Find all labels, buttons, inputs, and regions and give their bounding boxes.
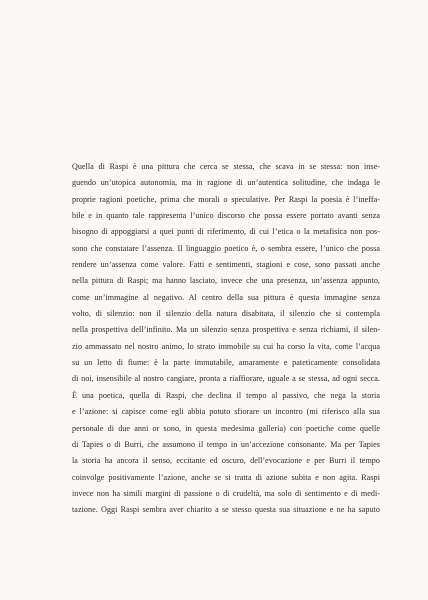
text-line: nella pittura di Raspi; ma hanno lasciato, invece che una presenza, un’assenza appunto, — [72, 276, 380, 286]
text-line: bile e in quanto tale rappresenta l’unico discorso che possa essere portato avanti senza — [72, 211, 380, 221]
text-line: È una poetica, quella di Raspi, che declina il tempo al passivo, che nega la storia — [72, 390, 380, 400]
text-line: di noi, insensibile al nostro cangiare, pronta a riaffiorare, uguale a se stessa, ad ogni secca. — [72, 374, 380, 384]
text-line: nella prospettiva dell’infinito. Ma un silenzio senza prospettiva e senza richiami, il silen- — [72, 325, 380, 335]
text-line: invece non ha simili margini di passione o di crudeltà, ma solo di sentimento e di medi- — [72, 488, 380, 498]
text-line: Quella di Raspi è una pittura che cerca se stessa, che scava in se stessa: non inse- — [72, 162, 380, 171]
text-line: volto, di silenzio: non il silenzio della natura disabitata, il silenzio che si contempla — [72, 309, 380, 319]
text-line: rendere un’assenza come valore. Fatti e sentimenti, stagioni e cose, sono passati anche — [72, 260, 380, 270]
text-line: tazione. Oggi Raspi sembra aver chiarito a se stesso questa sua situazione e ne ha saputo — [72, 505, 380, 515]
text-line: di Tapies o di Burri, che assumono il tempo in un’accezione consonante. Ma per Tapies — [72, 439, 380, 449]
text-line: la storia ha ancora il senso, eccitante ed oscuro, dell’evocazione e per Burri il tempo — [72, 456, 380, 466]
text-line: zio ammassato nel nostro animo, lo strato immobile su cui ha corso la vita, come l’acqua — [72, 341, 380, 351]
text-line: bisogno di appoggiarsi a quei punti di riferimento, di cui l’etica o la metafisica non pos- — [72, 227, 380, 237]
text-line: proprie ragioni poetiche, prima che morali o speculative. Per Raspi la poesia è l’ineffa- — [72, 194, 380, 204]
text-line: sono che constatare l’assenza. Il linguaggio poetico è, o sembra essere, l’unico che possa — [72, 243, 380, 253]
text-line: coinvolge positivamente l’azione, anche se si tratta di azione subita e non agita. Raspi — [72, 472, 380, 482]
text-line: guendo un’utopica autonomia, ma in ragione di un’autentica solitudine, che indaga le — [72, 178, 380, 188]
text-line: e l’azione: si capisce come egli abbia potuto sfiorare un incontro (mi riferisco alla sua — [72, 407, 380, 417]
text-line: su un letto di fiume: è la parte immutabile, amaramente e pateticamente consolidata — [72, 358, 380, 368]
text-line: come un’immagine al negativo. Al centro della sua pittura è questa immagine senza — [72, 292, 380, 302]
text-line: personale di due anni or sono, in questa medesima galleria) con poetiche come quelle — [72, 423, 380, 433]
body-text — [60, 159, 380, 519]
